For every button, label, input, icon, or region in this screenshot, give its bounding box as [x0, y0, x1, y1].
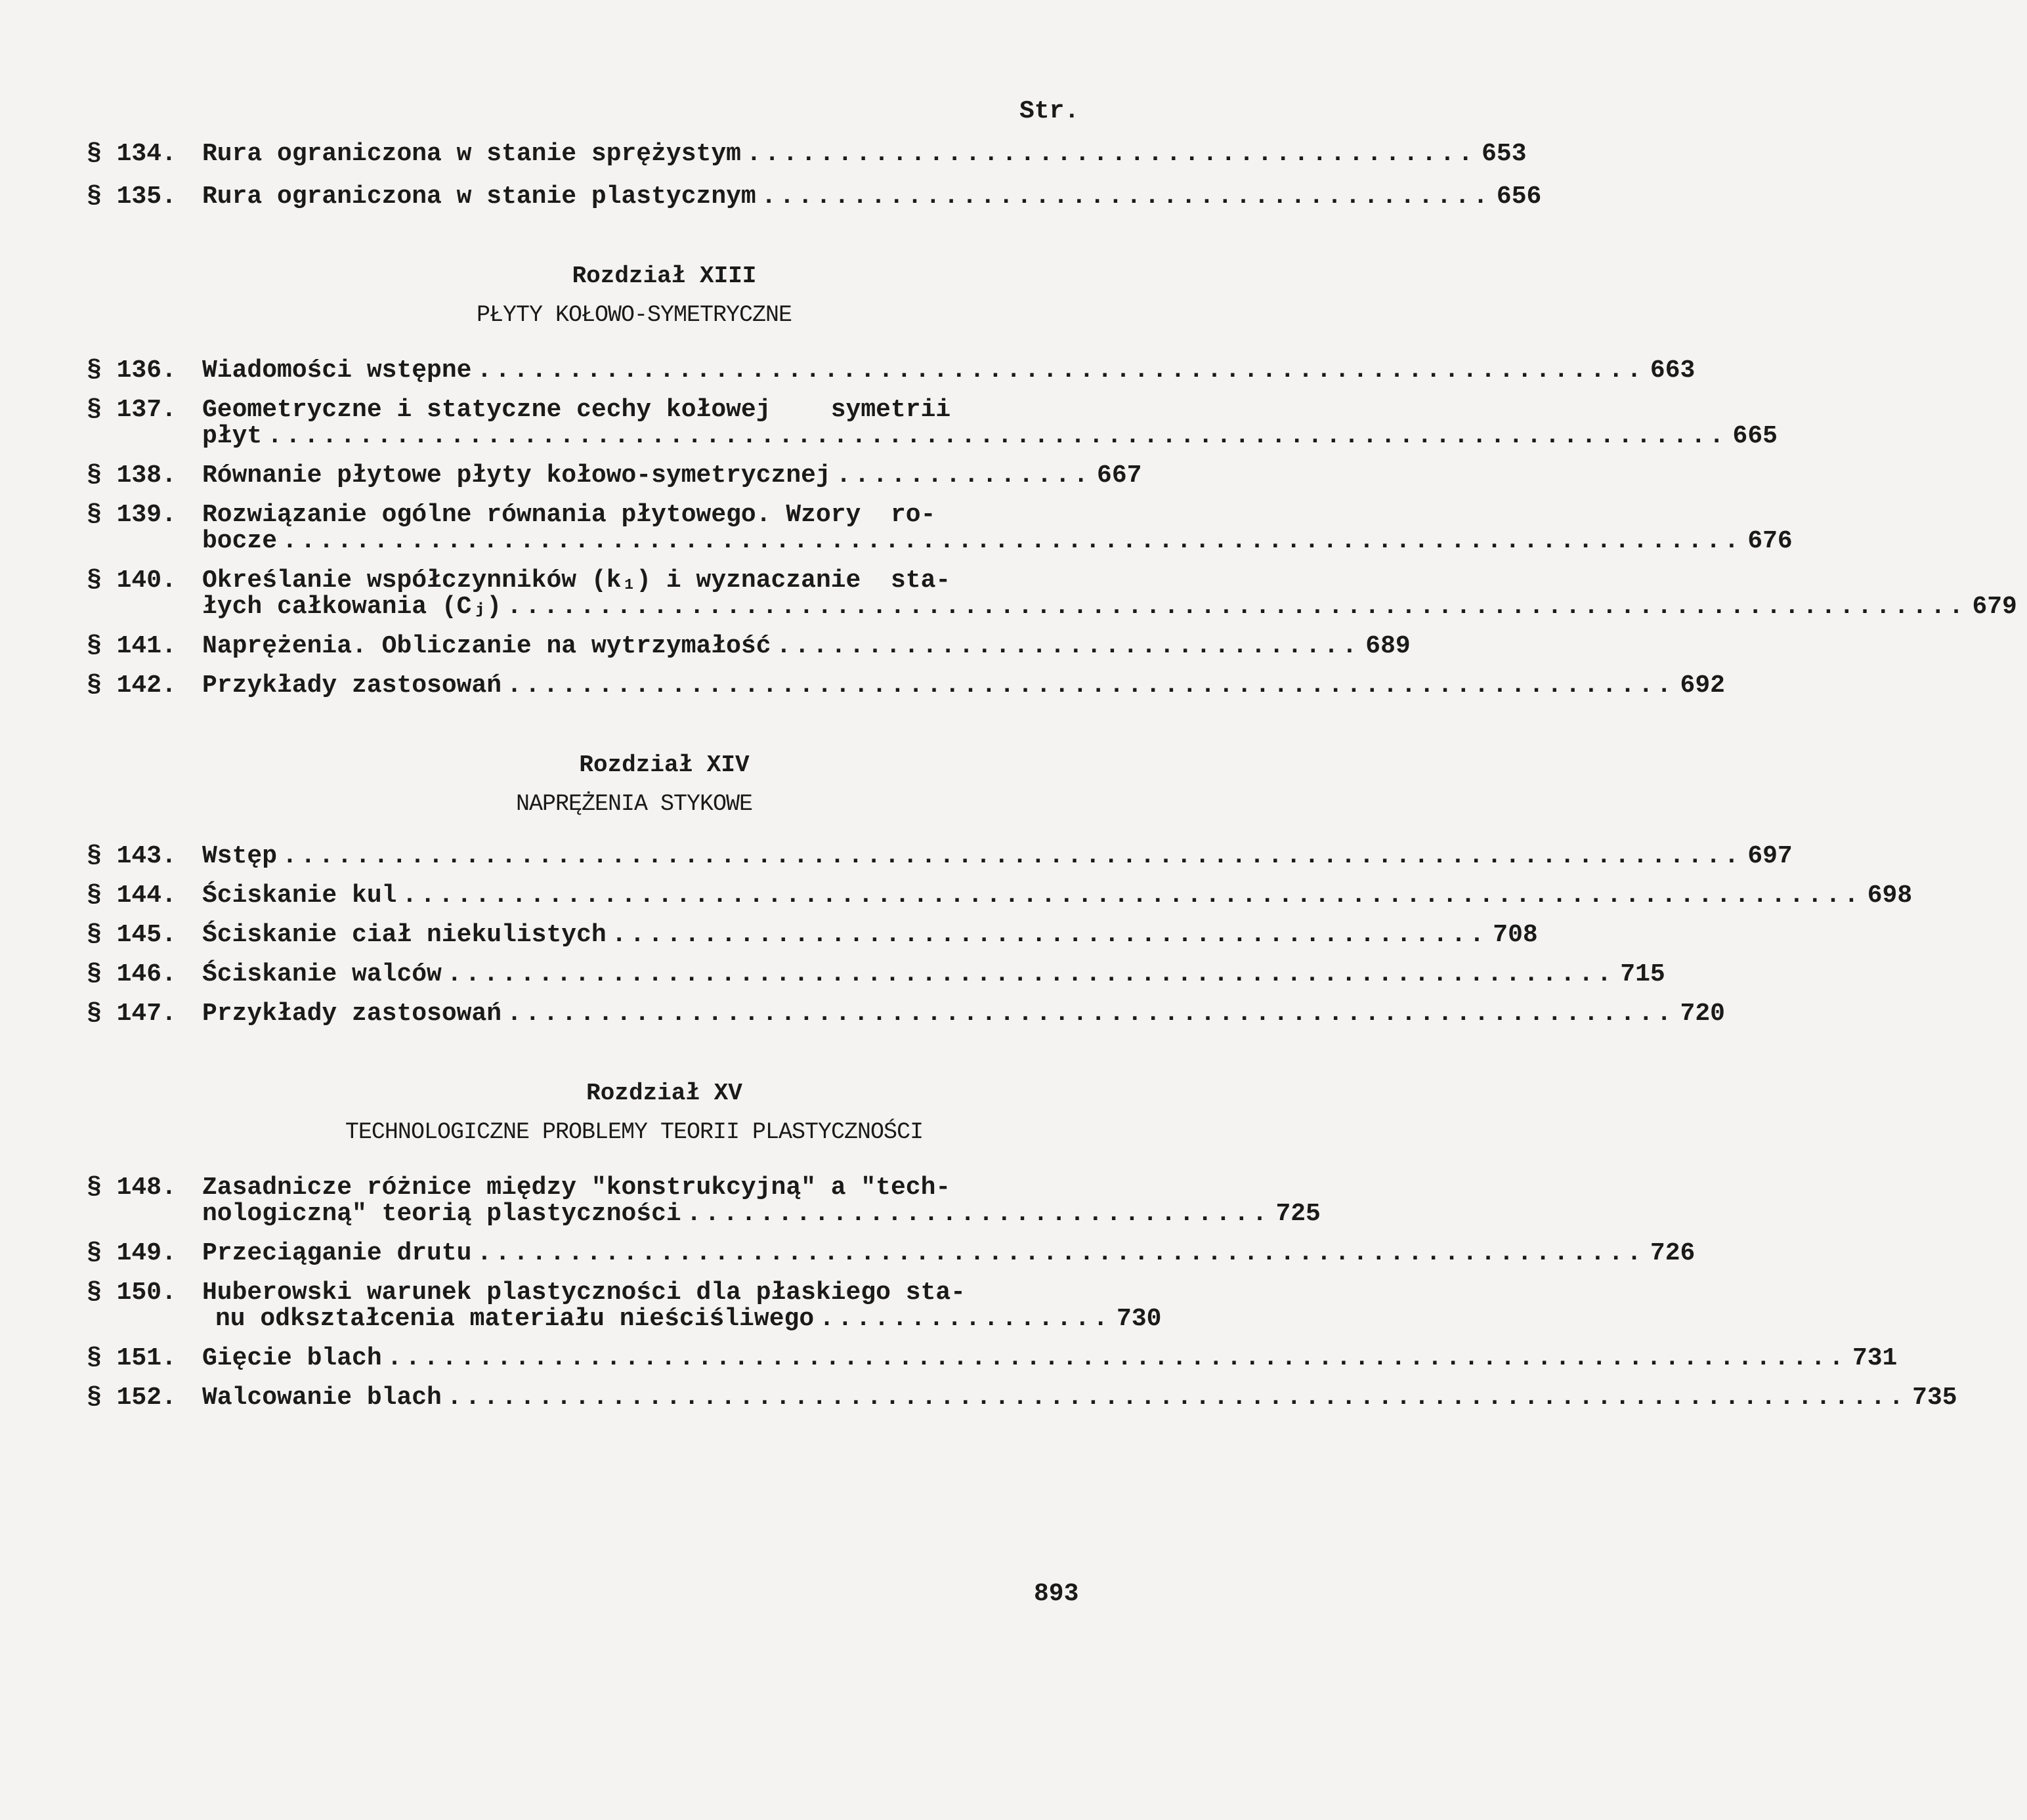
chapter-title: NAPRĘŻENIA STYKOWE: [515, 791, 753, 817]
toc-entry: [87, 1344, 1898, 1372]
leader-dots: ................................: [776, 632, 1361, 660]
section-title: Ściskanie ciał niekulistych: [202, 921, 607, 949]
toc-entry: [87, 1384, 1957, 1412]
leader-dots: ................................................................: [507, 671, 1675, 700]
page-ref: 698: [1867, 881, 1913, 910]
toc-entry: [87, 921, 1538, 949]
section-title: Przykłady zastosowań: [202, 671, 502, 700]
section-title: Określanie współczynników (k₁) i wyznaczanie sta-: [202, 566, 951, 595]
page-ref: 676: [1747, 527, 1793, 555]
page-ref: 692: [1680, 671, 1725, 700]
page-ref: 667: [1097, 461, 1142, 490]
toc-line: [202, 1000, 1725, 1028]
leader-dots: ................................................................................: [282, 842, 1743, 870]
toc-entry: [87, 1279, 1162, 1333]
page-ref: 665: [1732, 422, 1778, 450]
toc-entry: [87, 501, 1793, 555]
page-ref: 708: [1493, 921, 1538, 949]
page-ref: 720: [1680, 1000, 1725, 1028]
leader-dots: ................................................................: [477, 356, 1645, 385]
section-number: § 137.: [87, 396, 177, 424]
toc-entry: [87, 1239, 1696, 1267]
page-ref: 653: [1482, 140, 1527, 168]
toc-entry: [87, 566, 2017, 621]
section-title: bocze: [202, 527, 278, 555]
leader-dots: ................................................................: [446, 960, 1615, 988]
page-ref: 730: [1117, 1305, 1162, 1333]
toc-line: [202, 632, 1411, 660]
section-title: płyt: [202, 422, 263, 450]
page-ref: 725: [1275, 1200, 1321, 1228]
toc-entry: [87, 461, 1142, 490]
section-title: Wstęp: [202, 842, 278, 870]
leader-dots: ................................................................................: [267, 422, 1728, 450]
leader-dots: ................................................................................: [282, 527, 1743, 555]
section-title: Przykłady zastosowań: [202, 1000, 502, 1028]
chapter-heading: Rozdział XIII: [572, 263, 757, 289]
toc-line: [202, 527, 1793, 555]
section-title: nologiczną" teorią plastyczności: [202, 1200, 681, 1228]
toc-entry: [87, 140, 1527, 168]
section-number: § 141.: [87, 632, 177, 660]
toc-entry: [87, 1000, 1725, 1028]
toc-entry: [87, 671, 1725, 700]
section-title: Ściskanie kul: [202, 881, 397, 910]
leader-dots: ................................................................: [507, 1000, 1675, 1028]
toc-line: [202, 1280, 1071, 1306]
toc-entry: [87, 396, 1778, 450]
section-title: Rura ograniczona w stanie plastycznym: [202, 182, 756, 211]
section-title: Zasadnicze różnice między "konstrukcyjną" a "tech-: [202, 1174, 951, 1202]
section-number: § 140.: [87, 566, 177, 595]
toc-line: [202, 422, 1778, 450]
chapter-heading: Rozdział XV: [586, 1080, 742, 1107]
section-number: § 143.: [87, 842, 177, 870]
section-title: Przeciąganie drutu: [202, 1239, 472, 1267]
toc-line: [202, 960, 1665, 988]
leader-dots: ................................................................................: [507, 593, 1967, 621]
toc-line: [202, 356, 1696, 385]
section-title: Rura ograniczona w stanie sprężystym: [202, 140, 741, 168]
leader-dots: ........................................: [746, 140, 1477, 168]
toc-line: [202, 593, 2017, 621]
section-number: § 147.: [87, 1000, 177, 1028]
toc-entry: [87, 960, 1665, 988]
toc-entry: [87, 1174, 1321, 1228]
toc-line: [202, 397, 1071, 423]
toc-line: [202, 1200, 1321, 1228]
section-number: § 151.: [87, 1344, 177, 1372]
leader-dots: ................................................................................: [387, 1344, 1847, 1372]
chapter-heading: Rozdział XIV: [579, 751, 750, 778]
page-ref: 731: [1852, 1344, 1898, 1372]
toc-entry: [87, 632, 1411, 660]
toc-line: [202, 1175, 1071, 1201]
page-ref: 689: [1365, 632, 1411, 660]
section-number: § 139.: [87, 501, 177, 529]
leader-dots: ..............: [836, 461, 1092, 490]
toc-line: [202, 568, 1071, 594]
leader-dots: ........................................: [761, 182, 1491, 211]
section-number: § 146.: [87, 960, 177, 988]
toc-line: [202, 140, 1527, 168]
page-column-header: Str.: [1019, 97, 1080, 125]
toc-line: [202, 1239, 1696, 1267]
section-title: Równanie płytowe płyty kołowo-symetrycznej: [202, 461, 831, 490]
section-number: § 138.: [87, 461, 177, 490]
page-ref: 679: [1972, 593, 2017, 621]
leader-dots: ................................................: [611, 921, 1488, 949]
section-title: Ściskanie walców: [202, 960, 442, 988]
toc-entry: [87, 182, 1542, 211]
section-number: § 136.: [87, 356, 177, 385]
toc-entry: [87, 842, 1793, 870]
leader-dots: ................................................................: [477, 1239, 1645, 1267]
toc-line: [202, 921, 1538, 949]
section-number: § 135.: [87, 182, 177, 211]
chapter-title: PŁYTY KOŁOWO-SYMETRYCZNE: [476, 302, 792, 328]
section-title: Walcowanie blach: [202, 1384, 442, 1412]
section-title: łych całkowania (Cⱼ): [202, 593, 502, 621]
leader-dots: ................................: [686, 1200, 1271, 1228]
section-number: § 149.: [87, 1239, 177, 1267]
section-title: Wiadomości wstępne: [202, 356, 472, 385]
toc-line: [202, 182, 1542, 211]
chapter-title: TECHNOLOGICZNE PROBLEMY TEORII PLASTYCZNOŚCI: [345, 1119, 924, 1145]
leader-dots: ................................................................................: [446, 1384, 1908, 1412]
toc-line: [202, 842, 1793, 870]
section-number: § 134.: [87, 140, 177, 168]
section-title: Naprężenia. Obliczanie na wytrzymałość: [202, 632, 771, 660]
page-ref: 735: [1912, 1384, 1957, 1412]
toc-line: [202, 1384, 1957, 1412]
section-title: nu odkształcenia materiału nieściśliwego: [215, 1305, 815, 1333]
toc-line: [202, 502, 1071, 528]
section-title: Rozwiązanie ogólne równania płytowego. Wzory ro-: [202, 501, 936, 529]
toc-line: [202, 881, 1913, 910]
leader-dots: ................................................................................: [402, 881, 1862, 910]
toc-line: [215, 1305, 1162, 1333]
section-number: § 145.: [87, 921, 177, 949]
page-ref: 697: [1747, 842, 1793, 870]
toc-entry: [87, 881, 1913, 910]
section-number: § 152.: [87, 1384, 177, 1412]
section-number: § 142.: [87, 671, 177, 700]
toc-line: [202, 671, 1725, 700]
toc-line: [202, 1344, 1898, 1372]
toc-line: [202, 461, 1142, 490]
section-title: Gięcie blach: [202, 1344, 382, 1372]
page-ref: 663: [1650, 356, 1696, 385]
page-ref: 715: [1620, 960, 1665, 988]
section-number: § 150.: [87, 1279, 177, 1307]
section-number: § 144.: [87, 881, 177, 910]
page-ref: 726: [1650, 1239, 1696, 1267]
page-ref: 656: [1496, 182, 1542, 211]
section-title: Geometryczne i statyczne cechy kołowej symetrii: [202, 396, 951, 424]
section-title: Huberowski warunek plastyczności dla płaskiego sta-: [202, 1279, 966, 1307]
page-number: 893: [1034, 1580, 1079, 1608]
section-number: § 148.: [87, 1174, 177, 1202]
toc-entry: [87, 356, 1696, 385]
leader-dots: ................: [819, 1305, 1112, 1333]
